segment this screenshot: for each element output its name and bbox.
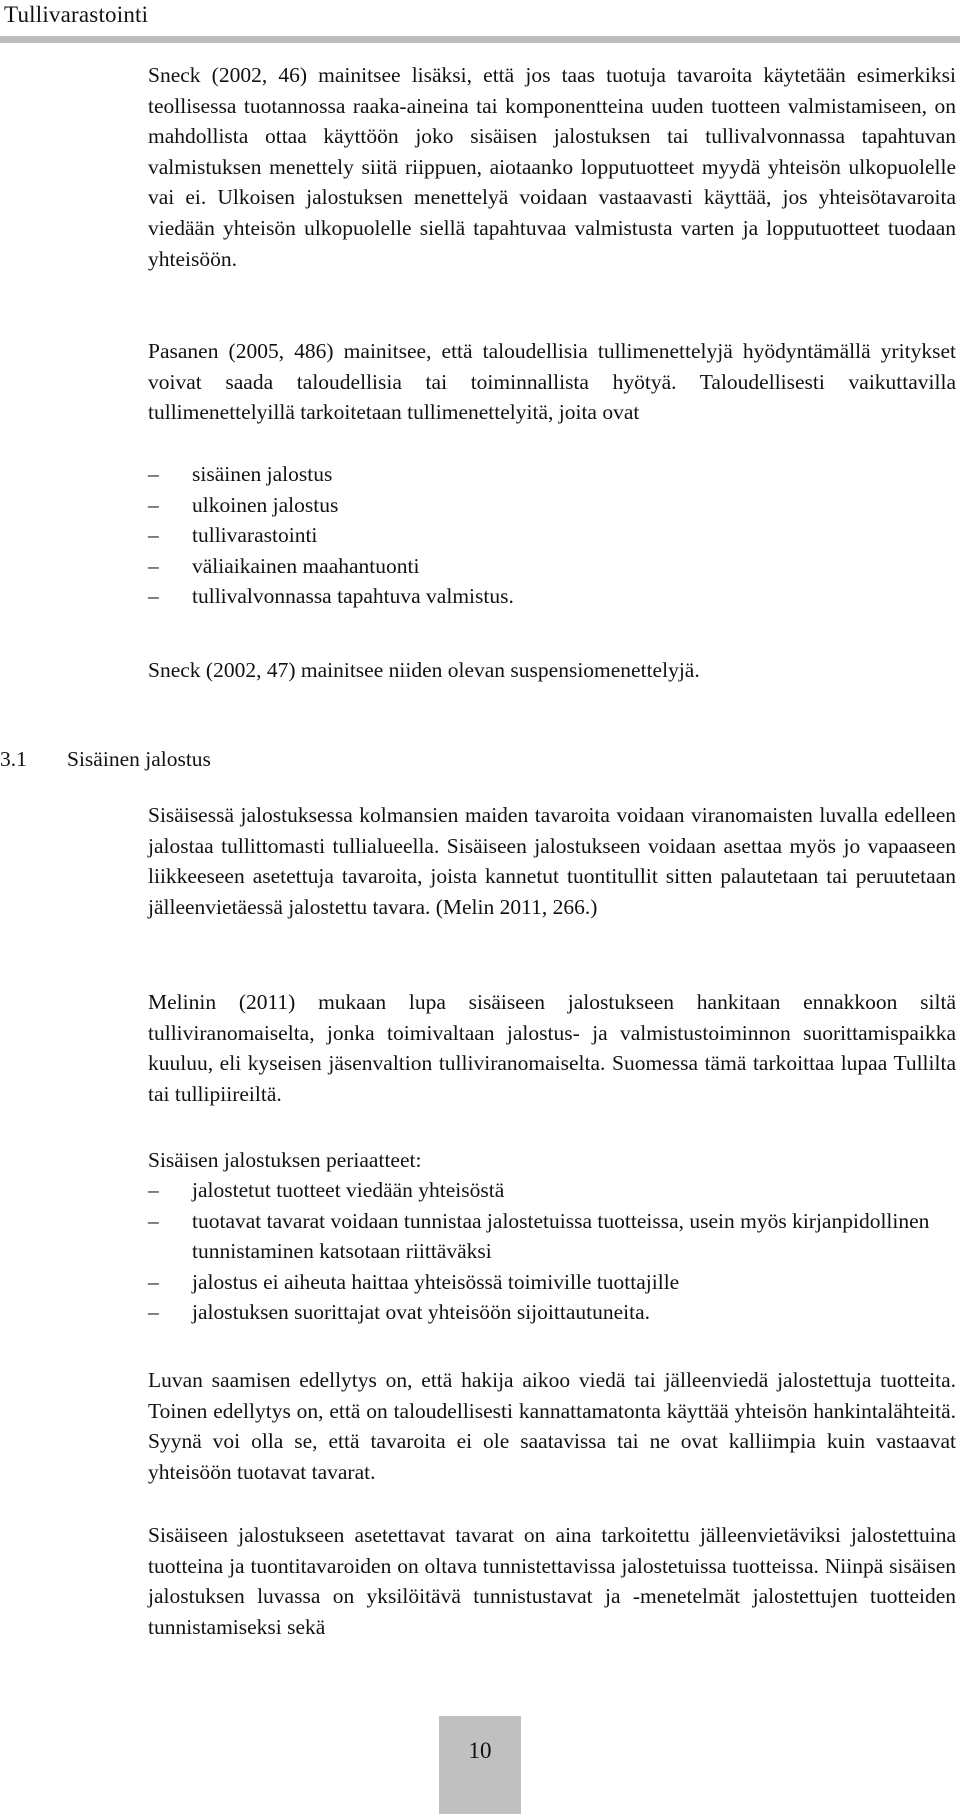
list-item: – jalostuksen suorittajat ovat yhteisöön sijoittautuneita.: [148, 1297, 956, 1328]
list-item: – tuotavat tavarat voidaan tunnistaa jalostetuissa tuotteissa, usein myös kirjanpidollinen tunnistaminen katsotaan riittäväksi: [148, 1206, 956, 1267]
paragraph-luvan-edellytys: Luvan saamisen edellytys on, että hakija aikoo viedä tai jälleenviedä jalostettuja tuotteita. Toinen edellytys on, että on taloudellisesti kannattamatonta käyttää yhteisön hankintalähteitä. Syynä voi olla se, että tavaroita ei ole saatavissa tai ne ovat kalliimpia kuin vastaavat yhteisöön tuotavat tavarat.: [148, 1368, 956, 1484]
paragraph-sisainen-jalostus-intro: Sisäisessä jalostuksessa kolmansien maiden tavaroita voidaan viranomaisten luvalla edelleen jalostaa tullittomasti tullialueella. Sisäiseen jalostukseen voidaan asettaa myös jo vapaaseen liikkeeseen asetettuja tavaroita, joista kannetut tuontitullit sitten palautetaan tai peruutetaan jälleenvietäessä jalostettu tavara. (Melin 2011, 266.): [148, 803, 956, 919]
header-title: Tullivarastointi: [4, 2, 149, 27]
paragraph-jalleenvienti: Sisäiseen jalostukseen asetettavat tavarat on aina tarkoitettu jälleenvietäviksi jalostettuina tuotteina ja tuontitavaroiden on oltava tunnistettavissa jalostetuissa tuotteissa. Niinpä sisäisen jalostuksen luvassa on yksilöitävä tunnistustavat ja -menetelmät jalostettujen tuotteiden tunnistamiseksi sekä: [148, 1523, 956, 1639]
dash-bullet: –: [148, 523, 159, 548]
dash-bullet: –: [148, 1178, 159, 1202]
paragraph-sneck-47: Sneck (2002, 47) mainitsee niiden olevan suspensiomenettelyjä.: [148, 658, 700, 682]
section-title: Sisäinen jalostus: [67, 747, 211, 771]
list-item: – tullivalvonnassa tapahtuva valmistus.: [148, 581, 956, 612]
dash-bullet: –: [148, 1269, 159, 1294]
list-item: – väliaikainen maahantuonti: [148, 551, 956, 582]
list-item: – jalostus ei aiheuta haittaa yhteisössä toimiville tuottajille: [148, 1267, 956, 1298]
dash-bullet: –: [148, 1300, 159, 1325]
section-number: 3.1: [0, 747, 27, 771]
paragraph-periaatteet-heading: Sisäisen jalostuksen periaatteet:: [148, 1148, 422, 1172]
page-header: [0, 0, 960, 40]
paragraph-sneck-46: Sneck (2002, 46) mainitsee lisäksi, että jos taas tuotuja tavaroita käytetään esimerkiksi teollisessa tuotannossa raaka-aineina tai komponentteina uuden tuotteen valmistamiseen, on mahdollista ottaa käyttöön joko sisäisen jalostuksen tai tullivalvonnassa tapahtuvan valmistuksen menettely siitä riippuen, aiotaanko lopputuotteet myydä yhteisön ulkopuolelle vai ei. Ulkoisen jalostuksen menettelyä voidaan vastaavasti käyttää, jos yhteisötavaroita viedään yhteisön ulkopuolelle siellä tapahtuvaa valmistusta varten ja lopputuotteet tuodaan yhteisöön.: [148, 63, 956, 271]
customs-procedures-list: [148, 459, 956, 612]
dash-bullet: –: [148, 553, 159, 578]
list-item: – tullivarastointi: [148, 520, 956, 551]
principles-list: [148, 1175, 956, 1328]
page-number-box: [439, 1716, 521, 1814]
dash-bullet: –: [148, 584, 159, 609]
dash-bullet: –: [148, 462, 159, 486]
list-item: – jalostetut tuotteet viedään yhteisöstä: [148, 1175, 956, 1206]
section-heading: [0, 744, 211, 774]
paragraph-pasanen: Pasanen (2005, 486) mainitsee, että taloudellisia tullimenettelyjä hyödyntämällä yritykset voivat saada taloudellisia tai toiminnallista hyötyä. Taloudellisesti vaikuttavilla tullimenettelyillä tarkoitetaan tullimenettelyitä, joita ovat: [148, 339, 956, 425]
dash-bullet: –: [148, 1208, 159, 1233]
list-item: – sisäinen jalostus: [148, 459, 956, 490]
paragraph-melin-lupa: Melinin (2011) mukaan lupa sisäiseen jalostukseen hankitaan ennakkoon siltä tulliviranomaiselta, jonka toimivaltaan jalostus- ja valmistustoiminnon suorittamispaikka kuuluu, eli kyseisen jäsenvaltion tulliviranomaiselta. Suomessa tämä tarkoittaa lupaa Tullilta tai tullipiireiltä.: [148, 990, 956, 1106]
dash-bullet: –: [148, 492, 159, 517]
list-item: – ulkoinen jalostus: [148, 490, 956, 521]
page-number: 10: [468, 1738, 492, 1763]
header-rule: [0, 36, 960, 43]
